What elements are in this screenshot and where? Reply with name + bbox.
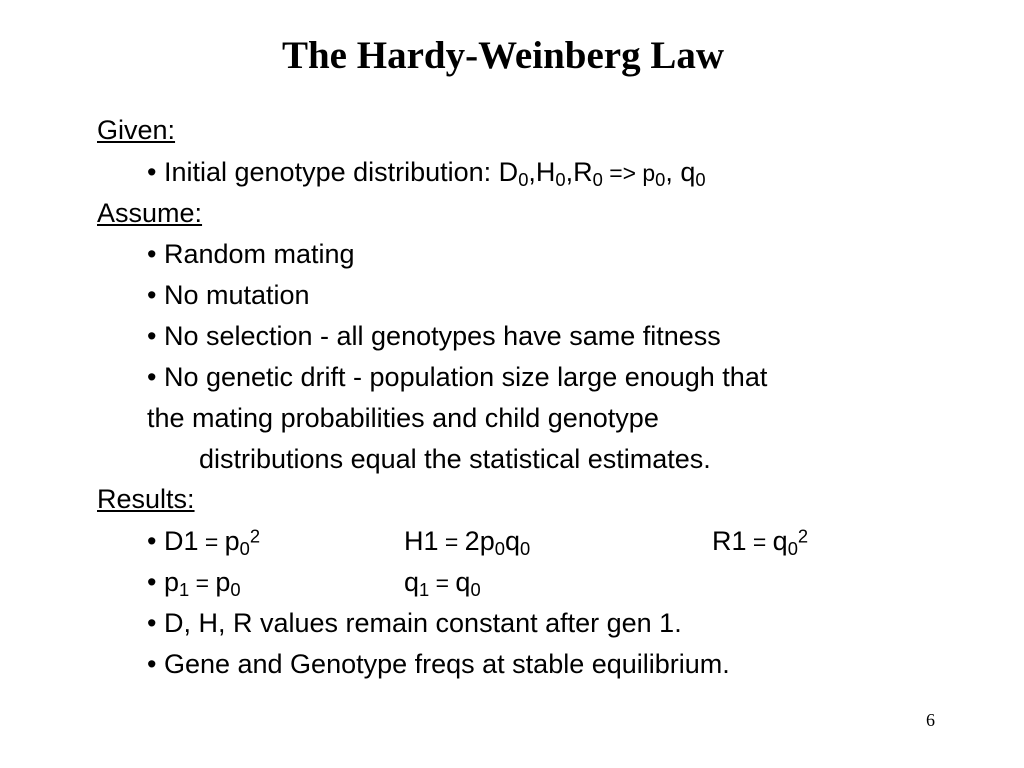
subscript: 0	[655, 169, 666, 191]
result-q1-base: q	[455, 567, 471, 597]
result-q1	[404, 567, 481, 601]
given-item-text: Initial genotype distribution: D	[163, 157, 519, 187]
result-h1-label: H1	[404, 526, 439, 556]
result-p1	[147, 567, 241, 601]
given-item-arrow: => p	[602, 160, 656, 186]
given-item-r: ,R	[565, 157, 593, 187]
subscript: 0	[494, 538, 505, 560]
subscript: 0	[518, 169, 529, 191]
result-d1-label: • D1	[147, 526, 199, 556]
equals-sign: =	[429, 570, 456, 596]
subscript: 1	[178, 579, 190, 601]
result-r1-base: q	[772, 526, 788, 556]
result-p1-base: p	[215, 567, 231, 597]
subscript: 0	[230, 579, 241, 601]
bullet-icon: •	[147, 157, 157, 187]
subscript: 0	[239, 538, 250, 560]
result-item: • D, H, R values remain constant after gen 1.	[147, 608, 682, 638]
subscript: 0	[555, 169, 566, 191]
results-heading: Results:	[97, 484, 195, 514]
assume-item: • Random mating	[147, 239, 355, 269]
superscript: 2	[249, 525, 261, 547]
assume-item: • No selection - all genotypes have same fitness	[147, 321, 721, 351]
given-item-h: ,H	[528, 157, 556, 187]
assume-item: • No genetic drift - population size large enough that	[147, 362, 768, 392]
given-heading: Given:	[97, 115, 176, 145]
subscript: 0	[592, 169, 603, 191]
subscript: 0	[787, 538, 798, 560]
given-item-q: , q	[665, 157, 696, 187]
equals-sign: =	[189, 570, 216, 596]
slide-title: The Hardy-Weinberg Law	[281, 34, 724, 77]
subscript: 0	[519, 538, 531, 560]
result-p1-label: • p	[147, 567, 179, 597]
result-r1-label: R1	[712, 526, 747, 556]
assume-item-continued: the mating probabilities and child genotype	[147, 403, 659, 433]
assume-heading: Assume:	[97, 198, 203, 228]
subscript: 0	[695, 169, 706, 191]
assume-item: • No mutation	[147, 280, 310, 310]
subscript: 0	[470, 579, 481, 601]
result-d1-base: p	[224, 526, 240, 556]
result-h1-q: q	[504, 526, 520, 556]
assume-item-continued: distributions equal the statistical estimates.	[199, 444, 711, 474]
equals-sign: =	[746, 529, 773, 555]
superscript: 2	[797, 525, 809, 547]
given-item	[147, 157, 706, 191]
subscript: 1	[419, 579, 430, 601]
result-item: • Gene and Genotype freqs at stable equilibrium.	[147, 649, 730, 679]
result-r1	[712, 525, 809, 560]
result-q1-label: q	[404, 567, 420, 597]
result-h1	[404, 526, 531, 560]
result-d1	[147, 525, 261, 560]
result-h1-val: 2p	[464, 526, 495, 556]
page-number: 6	[926, 710, 935, 730]
equals-sign: =	[438, 529, 465, 555]
equals-sign: =	[198, 529, 225, 555]
